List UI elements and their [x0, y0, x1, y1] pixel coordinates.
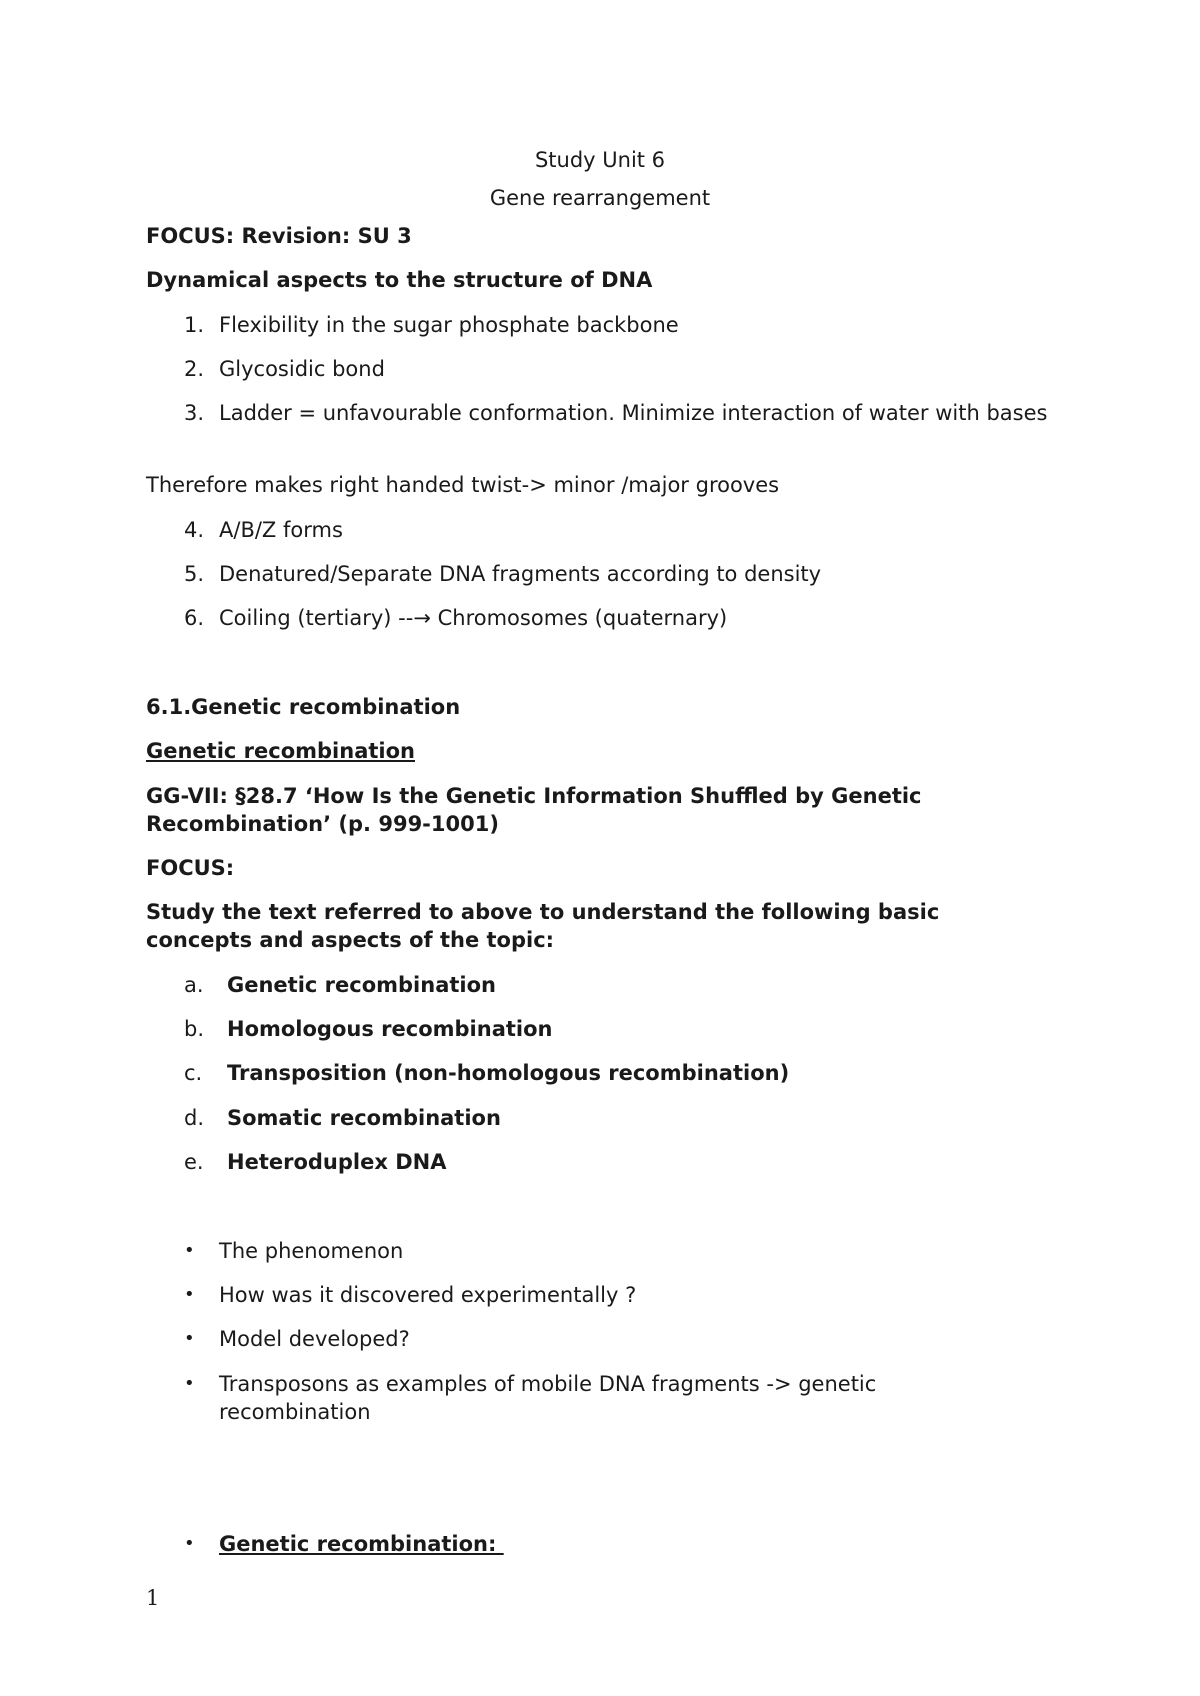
list-item-text: Ladder = unfavourable conformation. Minimize interaction of water with bases — [219, 401, 1048, 425]
concept-text: Heteroduplex DNA — [227, 1150, 447, 1174]
bullet-text: The phenomenon — [219, 1239, 404, 1263]
list-item-text: Coiling (tertiary) --→ Chromosomes (quaternary) — [219, 606, 728, 630]
bullet-marker: • — [184, 1240, 195, 1261]
reference-text: GG-VII: §28.7 ‘How Is the Genetic Information Shuffled by Genetic Recombination’ (p. 999-1001) — [146, 784, 922, 836]
concept-text: Homologous recombination — [227, 1017, 553, 1041]
focus-label: FOCUS: — [146, 856, 235, 880]
list-item-text: Denatured/Separate DNA fragments according to density — [219, 562, 822, 586]
bullet-text: Model developed? — [219, 1327, 410, 1351]
concept-text: Somatic recombination — [227, 1106, 501, 1130]
concept-marker: d. — [184, 1106, 205, 1130]
section-underlined-heading: Genetic recombination — [146, 739, 415, 763]
list-item-marker: 3. — [184, 401, 205, 425]
concept-marker: e. — [184, 1150, 204, 1174]
bullet-marker: • — [184, 1533, 195, 1554]
bullet-marker: • — [184, 1373, 195, 1394]
concept-marker: a. — [184, 973, 204, 997]
final-bullet-heading: Genetic recombination: — [219, 1532, 504, 1556]
list-item-marker: 2. — [184, 357, 205, 381]
focus-revision: FOCUS: Revision: SU 3 — [146, 224, 412, 248]
page-title: Study Unit 6 — [534, 148, 666, 172]
bullet-text: Transposons as examples of mobile DNA fragments -> genetic recombination — [219, 1372, 877, 1424]
list-item-text: Flexibility in the sugar phosphate backbone — [219, 313, 679, 337]
dynamical-heading: Dynamical aspects to the structure of DNA — [146, 268, 653, 292]
study-instruction: Study the text referred to above to understand the following basic concepts and aspects of the topic: — [146, 900, 940, 952]
list-item-marker: 4. — [184, 518, 205, 542]
list-item-text: A/B/Z forms — [219, 518, 343, 542]
therefore-text: Therefore makes right handed twist-> minor /major grooves — [146, 473, 780, 497]
list-item-text: Glycosidic bond — [219, 357, 385, 381]
page-number: 1 — [146, 1586, 160, 1610]
bullet-marker: • — [184, 1284, 195, 1305]
concept-marker: c. — [184, 1061, 203, 1085]
list-item-marker: 6. — [184, 606, 205, 630]
bullet-text: How was it discovered experimentally ? — [219, 1283, 637, 1307]
concept-text: Transposition (non-homologous recombination) — [227, 1061, 790, 1085]
section-heading: 6.1.Genetic recombination — [146, 695, 461, 719]
list-item-marker: 1. — [184, 313, 205, 337]
bullet-marker: • — [184, 1328, 195, 1349]
concept-text: Genetic recombination — [227, 973, 496, 997]
page-subtitle: Gene rearrangement — [489, 186, 711, 210]
concept-marker: b. — [184, 1017, 205, 1041]
list-item-marker: 5. — [184, 562, 205, 586]
